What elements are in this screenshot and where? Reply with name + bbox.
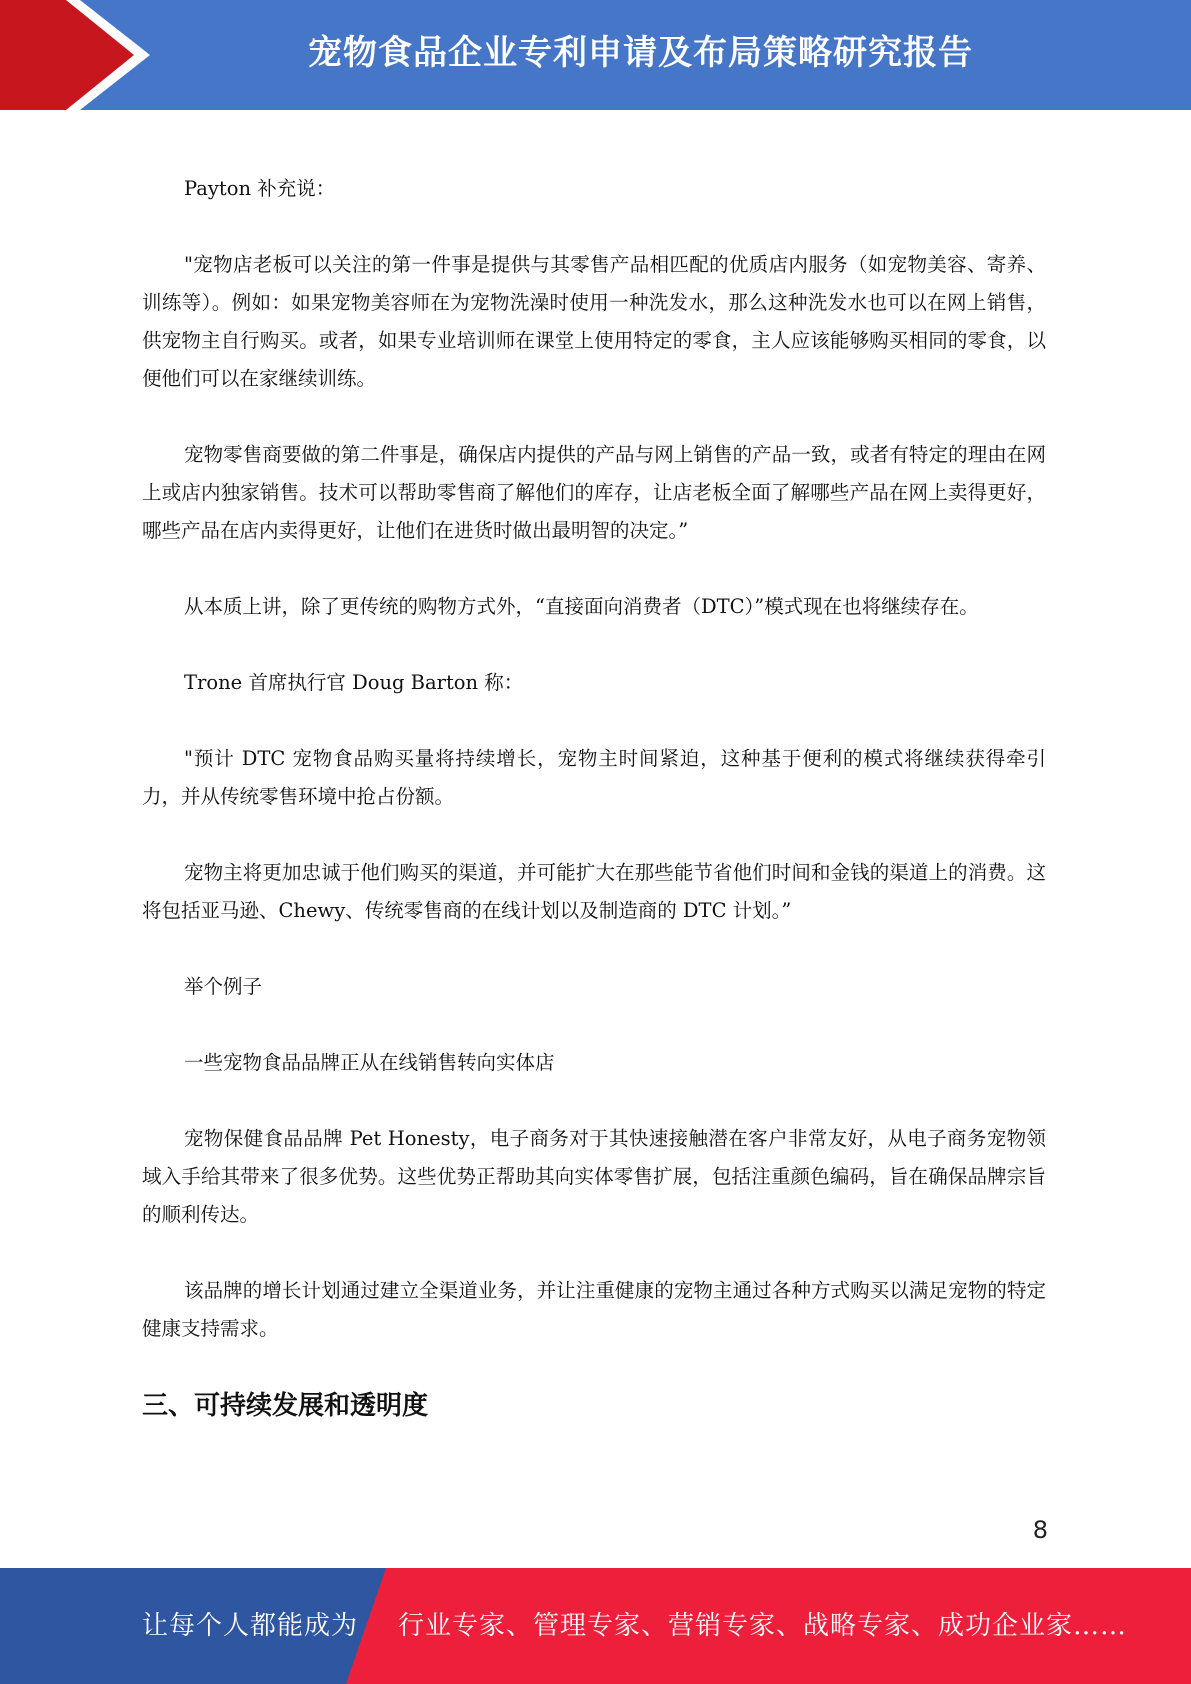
paragraph: Trone 首席执行官 Doug Barton 称： xyxy=(184,671,524,694)
footer-slogan-list: 行业专家、管理专家、营销专家、战略专家、成功企业家…… xyxy=(398,1611,1128,1641)
paragraph: "宠物店老板可以关注的第一件事是提供与其零售产品相匹配的优质店内服务（如宠物美容、寄养、训练等）。例如：如果宠物美容师在为宠物洗澡时使用一种洗发水，那么这种洗发水也可以在网上销售，供宠物主自行购买。或者，如果专业培训师在课堂上使用特定的零食，主人应该能够购买相同的零食，以便他们可以在家继续训练。 xyxy=(142,253,1046,390)
paragraph: 宠物保健食品品牌 Pet Honesty，电子商务对于其快速接触潜在客户非常友好，从电子商务宠物领域入手给其带来了很多优势。这些优势正帮助其向实体零售扩展，包括注重颜色编码，旨在确保品牌宗旨的顺利传达。 xyxy=(142,1127,1046,1226)
paragraph: 该品牌的增长计划通过建立全渠道业务，并让注重健康的宠物主通过各种方式购买以满足宠物的特定健康支持需求。 xyxy=(142,1279,1046,1340)
paragraph: Payton 补充说： xyxy=(184,177,336,200)
page-number: 8 xyxy=(1032,1516,1048,1544)
paragraph: 从本质上讲，除了更传统的购物方式外，“直接面向消费者（DTC）”模式现在也将继续存在。 xyxy=(184,595,979,618)
paragraph: 一些宠物食品品牌正从在线销售转向实体店 xyxy=(184,1051,555,1074)
document-body xyxy=(142,170,1046,1426)
header-banner xyxy=(0,0,1191,110)
paragraph: 宠物零售商要做的第二件事是，确保店内提供的产品与网上销售的产品一致，或者有特定的理由在网上或店内独家销售。技术可以帮助零售商了解他们的库存，让店老板全面了解哪些产品在网上卖得更好，哪些产品在店内卖得更好，让他们在进货时做出最明智的决定。” xyxy=(142,443,1046,542)
footer-banner xyxy=(0,1568,1191,1684)
paragraph: 举个例子 xyxy=(184,975,263,998)
document-title: 宠物食品企业专利申请及布局策略研究报告 xyxy=(308,33,973,73)
footer-slogan-lead: 让每个人都能成为 xyxy=(142,1611,359,1641)
section-heading: 三、可持续发展和透明度 xyxy=(142,1391,429,1421)
paragraph: "预计 DTC 宠物食品购买量将持续增长，宠物主时间紧迫，这种基于便利的模式将继续获得牵引力，并从传统零售环境中抢占份额。 xyxy=(142,747,1046,808)
paragraph: 宠物主将更加忠诚于他们购买的渠道，并可能扩大在那些能节省他们时间和金钱的渠道上的消费。这将包括亚马逊、Chewy、传统零售商的在线计划以及制造商的 DTC 计划。” xyxy=(142,861,1046,922)
